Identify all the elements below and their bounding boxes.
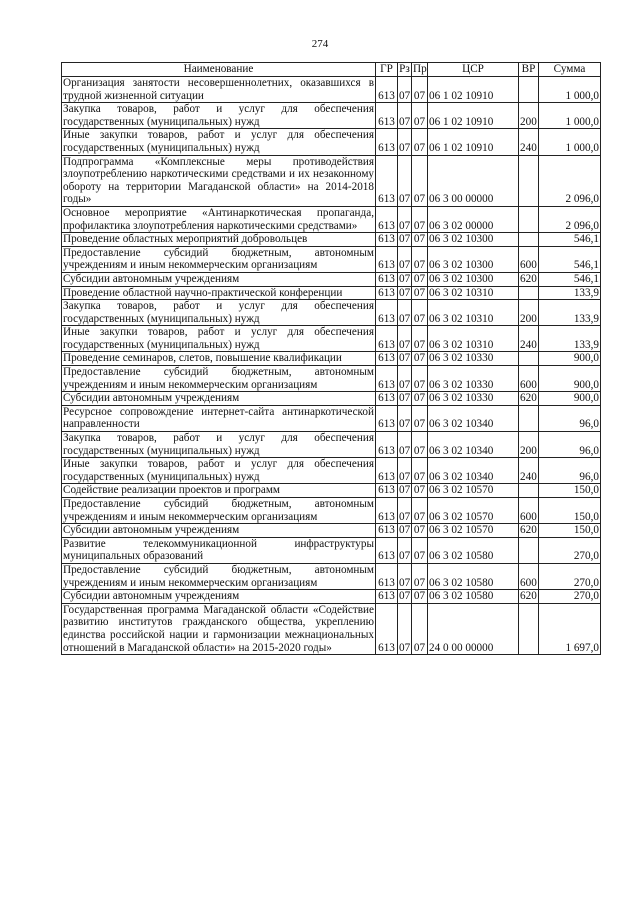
table-row (62, 77, 601, 103)
table-row (62, 272, 601, 286)
cell-vr (519, 233, 539, 247)
cell-name: Основное мероприятие «Антинаркотическая пропаганда, профилактика злоупотребления наркотическими средствами» (63, 206, 374, 232)
cell-sum: 1 697,0 (539, 603, 601, 654)
cell-sum: 150,0 (539, 484, 601, 498)
cell-pr: 07 (412, 326, 428, 352)
cell-pr: 07 (412, 484, 428, 498)
cell-name: Закупка товаров, работ и услуг для обеспечения государственных (муниципальных) нужд (63, 300, 374, 325)
cell-csr: 06 3 02 10340 (428, 405, 519, 431)
cell-sum: 150,0 (539, 498, 601, 524)
cell-rz: 07 (399, 524, 411, 537)
table-header-row (62, 63, 601, 77)
table-row (62, 300, 601, 326)
cell-pr: 07 (412, 432, 428, 458)
cell-vr (519, 603, 539, 654)
cell-pr: 07 (412, 458, 428, 484)
cell-sum: 2 096,0 (539, 206, 601, 232)
cell-name: Закупка товаров, работ и услуг для обеспечения государственных (муниципальных) нужд (63, 103, 374, 128)
cell-name: Проведение областных мероприятий добровольцев (62, 233, 376, 247)
cell-vr (519, 206, 539, 232)
cell-gr: 613 (376, 286, 398, 300)
cell-sum: 270,0 (539, 590, 601, 604)
table-row (62, 326, 601, 352)
cell-gr: 613 (376, 563, 398, 589)
cell-rz: 07 (398, 206, 412, 232)
cell-rz: 07 (398, 129, 412, 155)
table-row (62, 484, 601, 498)
cell-gr: 613 (376, 458, 398, 484)
cell-rz: 07 (399, 392, 411, 405)
cell-sum: 96,0 (539, 405, 601, 431)
cell-name: Предоставление субсидий бюджетным, автономным учреждениям и иным некоммерческим организациям (63, 563, 374, 589)
cell-vr: 240 (519, 326, 539, 352)
cell-gr: 613 (376, 155, 398, 206)
header-csr: ЦСР (428, 63, 519, 77)
cell-gr: 613 (376, 77, 398, 103)
cell-sum: 96,0 (539, 432, 601, 458)
cell-name: Проведение семинаров, слетов, повышение квалификации (62, 352, 376, 366)
cell-csr: 06 3 02 10570 (428, 498, 519, 524)
cell-pr: 07 (412, 392, 428, 406)
cell-csr: 06 3 02 10300 (428, 246, 519, 272)
cell-csr: 06 3 02 10330 (428, 352, 519, 366)
table-row (62, 155, 601, 206)
header-name: Наименование (62, 63, 376, 77)
cell-gr: 613 (376, 537, 398, 563)
cell-pr: 07 (412, 352, 428, 366)
cell-gr: 613 (376, 392, 398, 406)
cell-sum: 546,1 (539, 246, 601, 272)
cell-pr: 07 (412, 103, 428, 129)
cell-gr: 613 (376, 352, 398, 366)
cell-rz: 07 (399, 233, 411, 246)
cell-rz: 07 (398, 563, 412, 589)
table-row (62, 603, 601, 654)
cell-sum: 1 000,0 (539, 129, 601, 155)
cell-vr: 600 (519, 563, 539, 589)
cell-sum: 900,0 (539, 352, 601, 366)
cell-name: Организация занятости несовершеннолетних, оказавшихся в трудной жизненной ситуации (63, 77, 374, 102)
cell-name: Предоставление субсидий бюджетным, автономным учреждениям и иным некоммерческим организациям (63, 246, 374, 272)
cell-pr: 07 (412, 563, 428, 589)
budget-table (61, 62, 601, 655)
table-row (62, 590, 601, 604)
cell-vr: 200 (519, 300, 539, 326)
table-row (62, 498, 601, 524)
cell-vr (519, 405, 539, 431)
cell-rz: 07 (398, 77, 412, 103)
cell-name: Подпрограмма «Комплексные меры противодействия злоупотреблению наркотическими средствами и их незаконному обороту на территории Магаданской области» на 2014-2018 годы» (63, 155, 374, 206)
cell-csr: 06 3 02 10310 (428, 300, 519, 326)
page-number: 274 (311, 38, 329, 50)
cell-pr: 07 (412, 286, 428, 300)
cell-pr: 07 (412, 129, 428, 155)
cell-name: Проведение областной научно-практической конференции (62, 286, 376, 300)
cell-name: Предоставление субсидий бюджетным, автономным учреждениям и иным некоммерческим организациям (63, 498, 374, 523)
cell-gr: 613 (376, 405, 398, 431)
cell-sum: 546,1 (539, 272, 601, 286)
cell-rz: 07 (398, 458, 412, 484)
cell-gr: 613 (376, 366, 398, 392)
cell-csr: 06 1 02 10910 (428, 77, 519, 103)
cell-sum: 150,0 (539, 524, 601, 538)
cell-vr (519, 537, 539, 563)
cell-pr: 07 (412, 233, 428, 247)
cell-sum: 900,0 (539, 392, 601, 406)
cell-csr: 06 3 02 00000 (428, 206, 519, 232)
cell-sum: 2 096,0 (539, 155, 601, 206)
cell-gr: 613 (376, 103, 398, 129)
cell-rz: 07 (399, 590, 411, 603)
cell-csr: 06 3 02 10310 (428, 326, 519, 352)
cell-name: Иные закупки товаров, работ и услуг для обеспечения государственных (муниципальных) нужд (63, 326, 374, 351)
cell-pr: 07 (412, 300, 428, 326)
cell-csr: 06 3 00 00000 (428, 155, 519, 206)
cell-sum: 133,9 (539, 300, 601, 326)
cell-gr: 613 (376, 129, 398, 155)
table-row (62, 524, 601, 538)
cell-vr (519, 484, 539, 498)
cell-name: Государственная программа Магаданской области «Содействие развитию институтов гражданского общества, укреплению единства российской нации и гармонизации межнациональных отношений в Магаданской области» на 2015-2020 годы» (63, 603, 374, 654)
table-row (62, 352, 601, 366)
cell-rz: 07 (398, 405, 412, 431)
cell-name: Субсидии автономным учреждениям (62, 524, 376, 538)
cell-pr: 07 (412, 155, 428, 206)
table-row (62, 432, 601, 458)
cell-csr: 06 3 02 10300 (428, 272, 519, 286)
cell-vr: 600 (519, 498, 539, 524)
table-row (62, 233, 601, 247)
cell-csr: 06 3 02 10330 (428, 366, 519, 392)
cell-vr: 200 (519, 432, 539, 458)
table-row (62, 563, 601, 589)
cell-csr: 06 1 02 10910 (428, 129, 519, 155)
cell-vr: 600 (519, 366, 539, 392)
cell-csr: 24 0 00 00000 (428, 603, 519, 654)
cell-gr: 613 (376, 498, 398, 524)
cell-vr (519, 77, 539, 103)
cell-rz: 07 (399, 286, 411, 299)
cell-vr: 620 (520, 524, 537, 537)
header-sum: Сумма (539, 63, 601, 77)
cell-sum: 546,1 (539, 233, 601, 247)
cell-sum: 270,0 (539, 537, 601, 563)
cell-name: Иные закупки товаров, работ и услуг для обеспечения государственных (муниципальных) нужд (63, 129, 374, 154)
cell-csr: 06 3 02 10340 (428, 432, 519, 458)
table-row (62, 206, 601, 232)
cell-gr: 613 (376, 603, 398, 654)
cell-pr: 07 (412, 524, 428, 538)
table-row (62, 103, 601, 129)
cell-name: Ресурсное сопровождение интернет-сайта антинаркотической направленности (63, 405, 374, 431)
cell-sum: 133,9 (539, 286, 601, 300)
cell-csr: 06 3 02 10310 (428, 286, 519, 300)
cell-csr: 06 1 02 10910 (428, 103, 519, 129)
cell-pr: 07 (412, 590, 428, 604)
cell-rz: 07 (399, 352, 411, 365)
cell-pr: 07 (412, 366, 428, 392)
table-row (62, 286, 601, 300)
cell-vr: 620 (520, 392, 537, 405)
cell-rz: 07 (398, 366, 412, 392)
table-row (62, 129, 601, 155)
cell-sum: 1 000,0 (539, 77, 601, 103)
cell-csr: 06 3 02 10300 (428, 233, 519, 247)
table-row (62, 405, 601, 431)
cell-gr: 613 (376, 300, 398, 326)
cell-gr: 613 (376, 272, 398, 286)
cell-rz: 07 (398, 537, 412, 563)
cell-rz: 07 (398, 300, 412, 326)
cell-gr: 613 (376, 233, 398, 247)
cell-sum: 270,0 (539, 563, 601, 589)
cell-gr: 613 (376, 246, 398, 272)
cell-sum: 96,0 (539, 458, 601, 484)
cell-pr: 07 (412, 603, 428, 654)
cell-rz: 07 (398, 246, 412, 272)
cell-pr: 07 (412, 246, 428, 272)
cell-name: Субсидии автономным учреждениям (62, 590, 376, 604)
cell-csr: 06 3 02 10570 (428, 524, 519, 538)
cell-gr: 613 (376, 326, 398, 352)
cell-vr: 200 (519, 103, 539, 129)
cell-name: Закупка товаров, работ и услуг для обеспечения государственных (муниципальных) нужд (63, 432, 374, 457)
cell-gr: 613 (376, 484, 398, 498)
cell-vr (519, 286, 539, 300)
cell-pr: 07 (412, 272, 428, 286)
table-row (62, 246, 601, 272)
cell-vr: 240 (519, 458, 539, 484)
cell-sum: 1 000,0 (539, 103, 601, 129)
cell-gr: 613 (376, 206, 398, 232)
cell-pr: 07 (412, 77, 428, 103)
cell-sum: 900,0 (539, 366, 601, 392)
cell-vr: 240 (519, 129, 539, 155)
table-body (62, 77, 601, 655)
cell-name: Субсидии автономным учреждениям (62, 392, 376, 406)
header-gr: ГР (376, 63, 398, 77)
cell-csr: 06 3 02 10330 (428, 392, 519, 406)
cell-sum: 133,9 (539, 326, 601, 352)
cell-rz: 07 (398, 432, 412, 458)
cell-rz: 07 (398, 326, 412, 352)
cell-rz: 07 (398, 498, 412, 524)
table-row (62, 458, 601, 484)
cell-csr: 06 3 02 10340 (428, 458, 519, 484)
cell-pr: 07 (412, 498, 428, 524)
cell-pr: 07 (412, 537, 428, 563)
cell-vr: 600 (519, 246, 539, 272)
cell-name: Развитие телекоммуникационной инфраструктуры муниципальных образований (63, 537, 374, 563)
cell-vr: 620 (520, 272, 537, 285)
cell-pr: 07 (412, 405, 428, 431)
cell-vr (519, 155, 539, 206)
cell-csr: 06 3 02 10580 (428, 590, 519, 604)
cell-csr: 06 3 02 10580 (428, 563, 519, 589)
cell-pr: 07 (412, 206, 428, 232)
cell-rz: 07 (398, 155, 412, 206)
cell-gr: 613 (376, 524, 398, 538)
cell-rz: 07 (399, 484, 411, 497)
cell-vr (519, 352, 539, 366)
cell-gr: 613 (376, 590, 398, 604)
table-row (62, 366, 601, 392)
header-vr: ВР (519, 63, 539, 77)
header-pr: Пр (413, 63, 427, 76)
cell-csr: 06 3 02 10570 (428, 484, 519, 498)
cell-name: Иные закупки товаров, работ и услуг для обеспечения государственных (муниципальных) нужд (63, 458, 374, 483)
cell-rz: 07 (399, 272, 411, 285)
header-rz: Рз (399, 63, 410, 76)
cell-vr: 620 (520, 590, 537, 603)
table-row (62, 537, 601, 563)
cell-csr: 06 3 02 10580 (428, 537, 519, 563)
cell-name: Содействие реализации проектов и программ (62, 484, 376, 498)
table-row (62, 392, 601, 406)
cell-name: Субсидии автономным учреждениям (62, 272, 376, 286)
cell-rz: 07 (398, 103, 412, 129)
cell-name: Предоставление субсидий бюджетным, автономным учреждениям и иным некоммерческим организациям (63, 366, 374, 391)
cell-rz: 07 (398, 603, 412, 654)
cell-gr: 613 (376, 432, 398, 458)
